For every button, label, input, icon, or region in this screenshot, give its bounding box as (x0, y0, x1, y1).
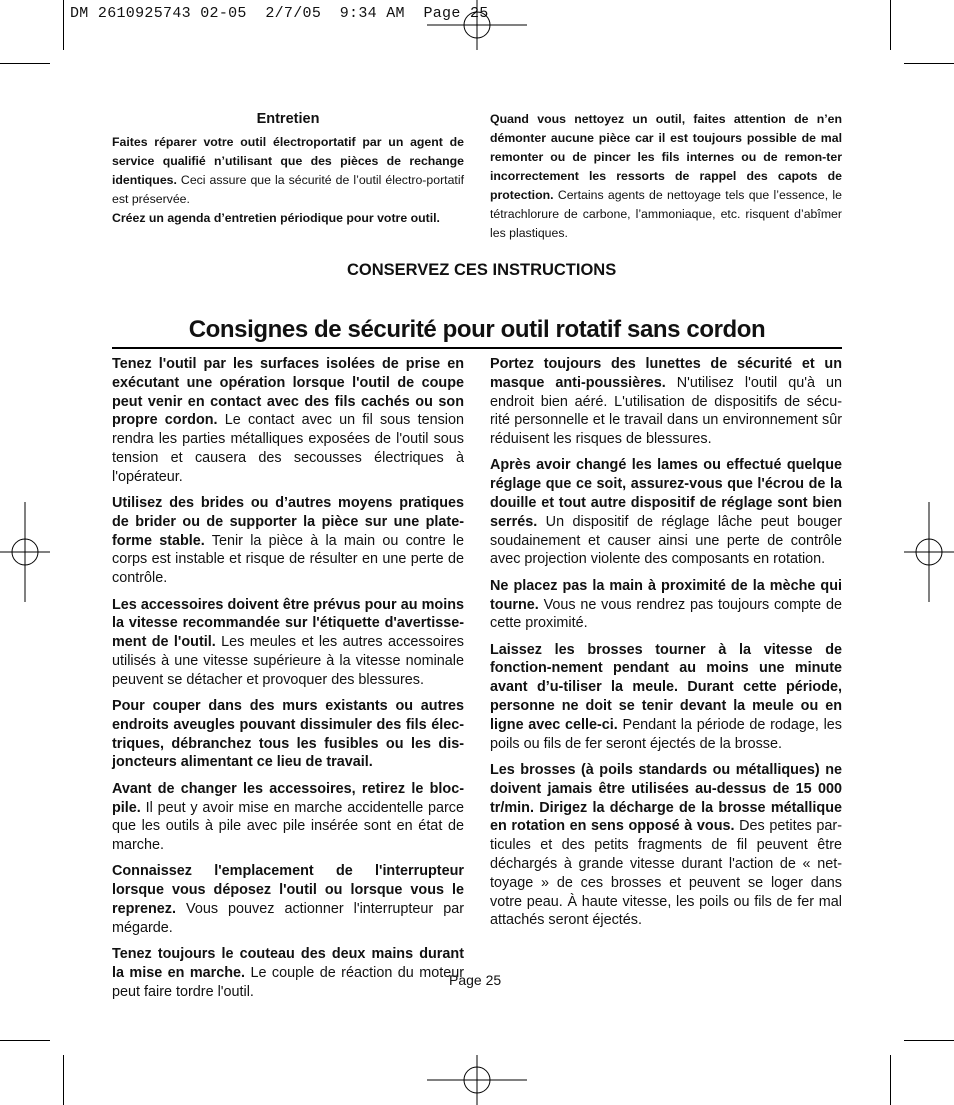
entretien-title: Entretien (256, 111, 320, 127)
safety-paragraph: Portez toujours des lunettes de sécurité et un masque anti-poussières. N'utilisez l'outil qu'à un endroit bien aéré. L'utilisation de dispositifs de sécu-rité personnelle et le travail dans un environnement sûr réduisent les risques de blessures. (490, 356, 842, 448)
safety-paragraph: Avant de changer les accessoires, retirez le bloc-pile. Il peut y avoir mise en marche accidentelle parce que les outils à pile avec pile insérée sont en état de marche. (112, 780, 464, 854)
entretien-paragraph: Créez un agenda d’entretien périodique pour votre outil. (112, 211, 440, 225)
title-rule (112, 347, 842, 349)
cleaning-section (490, 110, 842, 243)
main-title: Consignes de sécurité pour outil rotatif sans cordon (188, 316, 766, 343)
safety-paragraph: Connaissez l'emplacement de l'interrupteur lorsque vous déposez l'outil ou lorsque vous le reprenez. Vous pouvez actionner l'interrupteur par mégarde. (112, 863, 464, 936)
safety-paragraph: Utilisez des brides ou d’autres moyens pratiques de brider ou de supporter la pièce sur une plate-forme stable. Tenir la pièce à la main ou contre le corps est instable et risque de résulter en une perte de contrôle. (112, 495, 464, 587)
entretien-paragraph: Faites réparer votre outil électroportatif par un agent de service qualifié n’utilisant que des pièces de rechange identiques. Ceci assure que la sécurité de l’outil électro-portatif est préservée. (112, 135, 464, 206)
safety-paragraph: Après avoir changé les lames ou effectué quelque réglage que ce soit, assurez-vous que l'écrou de la douille et tout autre dispositif de réglage sont bien serrés. Un dispositif de réglage lâche peut bouger soudainement et causer ainsi une perte de contrôle avec projection violente des composants en rotation. (490, 457, 842, 568)
safety-paragraph: Pour couper dans des murs existants ou autres endroits aveugles pouvant dissimuler des fils élec-triques, débranchez tous les fusibles ou les dis-joncteurs alimentant ce lieu de travail. (112, 698, 464, 771)
safety-paragraph: Ne placez pas la main à proximité de la mèche qui tourne. Vous ne vous rendrez pas toujours compte de cette proximité. (490, 577, 842, 632)
conservez-heading: CONSERVEZ CES INSTRUCTIONS (347, 261, 617, 279)
page-number: Page 25 (449, 972, 502, 988)
safety-paragraph: Tenez toujours le couteau des deux mains durant la mise en marche. Le couple de réaction du moteur peut faire tordre l'outil. (112, 946, 464, 1000)
safety-paragraph: Les accessoires doivent être prévus pour au moins la vitesse recommandée sur l'étiquette d'avertisse-ment de l'outil. Les meules et les autres accessoires utilisés à une vitesse supérieure à la vitesse nominale peuvent se détacher et provoquer des blessures. (112, 596, 464, 688)
left-column (112, 355, 464, 1009)
right-column (490, 355, 842, 938)
safety-paragraph: Tenez l'outil par les surfaces isolées de prise en exécutant une opération lorsque l'outil de coupe peut venir en contact avec des fils cachés ou son propre cordon. Le contact avec un fil sous tension rendra les parties métalliques exposées de l'outil sous tension et causera des secousses électriques à l'opérateur. (112, 356, 464, 485)
entretien-section (112, 110, 464, 228)
safety-paragraph: Les brosses (à poils standards ou métalliques) ne doivent jamais être utilisées au-dessus de 15 000 tr/min. Dirigez la décharge de la brosse métallique en rotation en sens opposé à vous. Des petites par-ticules et des petits fragments de fil peuvent être déchargés à grande vitesse durant l'action de « net-toyage » de ces brosses et peuvent se loger dans votre peau. À haute vitesse, les poils ou fils de fer mal attachés seront éjectés. (490, 761, 842, 929)
print-slug: DM 2610925743 02-05 2/7/05 9:34 AM Page 25 (70, 5, 489, 22)
safety-paragraph: Laissez les brosses tourner à la vitesse de fonction-nement pendant au moins une minute avant d’u-tiliser la meule. Durant cette période, personne ne doit se tenir devant la meule ou en ligne avec celle-ci. Pendant la période de rodage, les poils ou fils de fer seront éjectés de la brosse. (490, 641, 842, 752)
cleaning-paragraph: Quand vous nettoyez un outil, faites attention de n’en démonter aucune pièce car il est toujours possible de mal remonter ou de pincer les fils internes ou de remon-ter incorrectement les ressorts de rappel des capots de protection. Certains agents de nettoyage tels que l’essence, le tétrachlorure de carbone, l’ammoniaque, etc. risquent d’abîmer les plastiques. (490, 112, 842, 240)
